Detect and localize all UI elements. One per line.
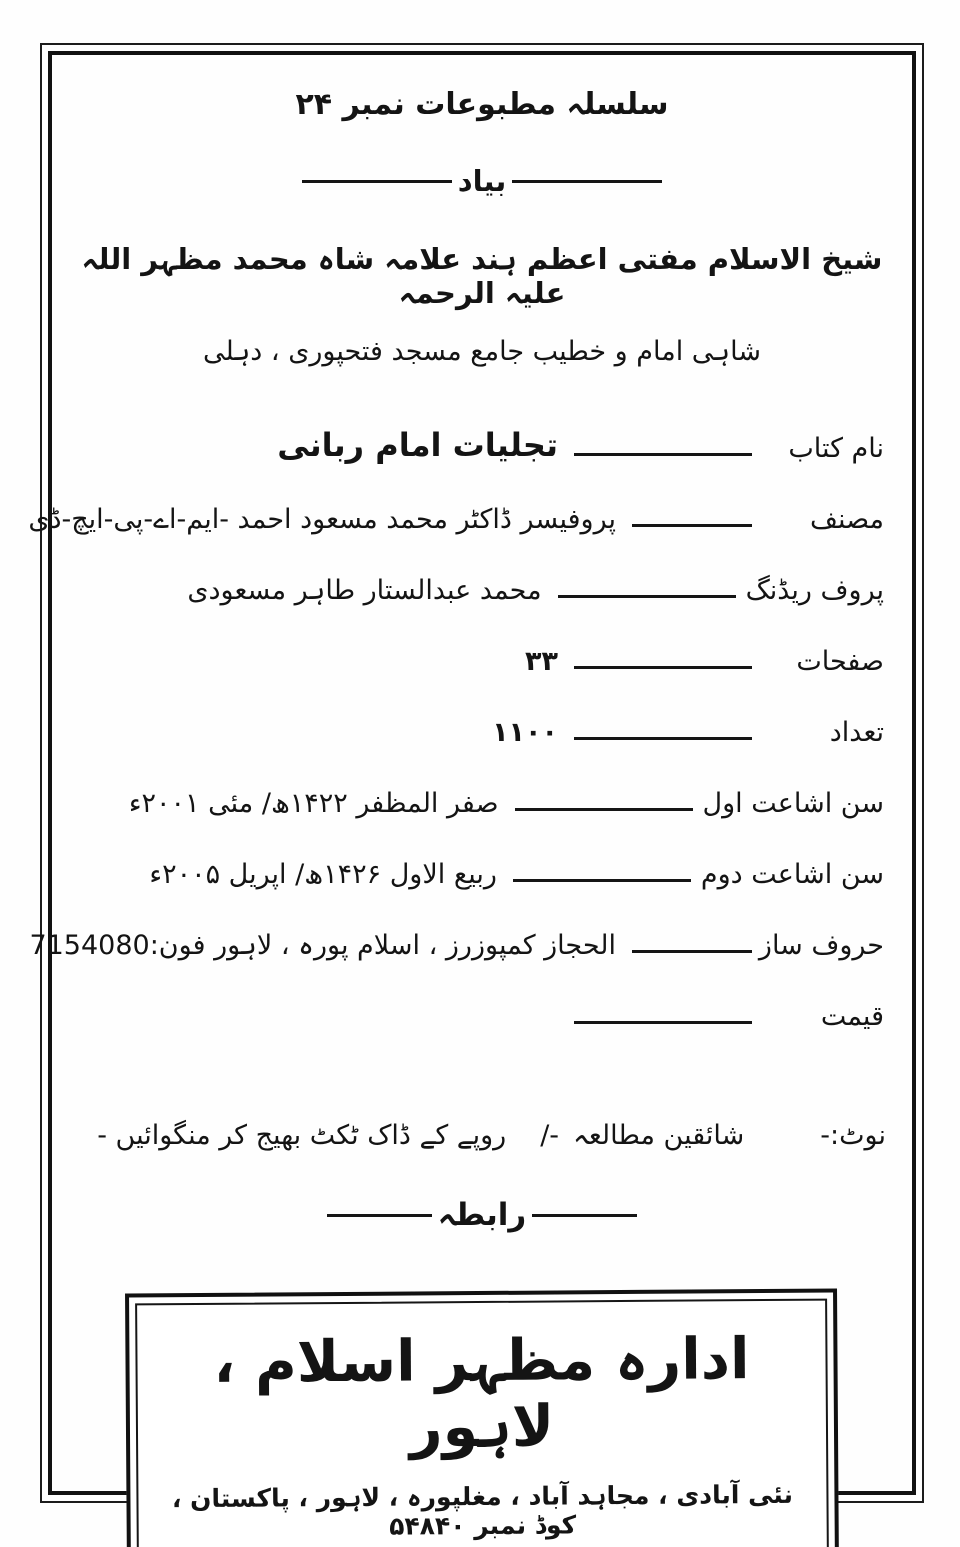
- field-value: صفر المظفر ۱۴۲۲ھ/ مئی ۲۰۰۱ء: [128, 788, 499, 819]
- field-value: پروفیسر ڈاکٹر محمد مسعود احمد -ایم-اے-پی-ایچ-ڈی: [28, 504, 616, 535]
- dash-line: [327, 1214, 432, 1217]
- bibliographic-fields: [28, 397, 912, 1036]
- dedication-role: شاہی امام و خطیب جامع مسجد فتحپوری ، دہلی: [203, 336, 761, 367]
- field-label: صفحات: [796, 646, 884, 677]
- field-label: نام کتاب: [788, 433, 884, 464]
- field-value: ربیع الاول ۱۴۲۶ھ/ اپریل ۲۰۰۵ء: [149, 859, 497, 890]
- page-border-inner: [28, 51, 916, 1541]
- field-value: الحجاز کمپوزرز ، اسلام پورہ ، لاہور فون:7154080: [29, 930, 616, 961]
- field-rule: [632, 524, 752, 527]
- field-rule: [632, 950, 752, 953]
- field-value: محمد عبدالستار طاہر مسعودی: [187, 575, 542, 606]
- page-border-outer: [28, 43, 924, 1541]
- dedication-heading-text: بیاد: [457, 164, 507, 198]
- field-row-quantity: [64, 681, 884, 752]
- dash-line: [302, 180, 452, 183]
- field-label: قیمت: [820, 1001, 884, 1032]
- field-label: سن اشاعت اول: [702, 788, 884, 819]
- dash-line: [512, 180, 662, 183]
- field-rule: [513, 879, 691, 882]
- publisher-box: [125, 1289, 839, 1547]
- publisher-name: ادارہ مظہر اسلام ، لاہور: [213, 1326, 750, 1461]
- series-title: سلسلہ مطبوعات نمبر ۲۴: [295, 87, 669, 122]
- field-label: مصنف: [810, 504, 884, 535]
- field-label: حروف ساز: [758, 930, 884, 961]
- field-rule: [574, 453, 752, 456]
- field-rule: [574, 737, 752, 740]
- field-rule: [515, 808, 693, 811]
- field-row-author: [28, 468, 884, 539]
- field-row-proof-reading: [64, 539, 884, 610]
- field-value: ۱۱۰۰: [492, 717, 558, 748]
- note-instruction-text: روپے کے ڈاک ٹکٹ بھیج کر منگوائیں -: [97, 1120, 507, 1151]
- field-row-book-title: [64, 397, 884, 468]
- dedication-name: شیخ الاسلام مفتی اعظم ہند علامہ شاہ محمد مظہر اللہ علیہ الرحمہ: [81, 242, 883, 310]
- dedication-heading: [52, 164, 912, 198]
- field-rule: [574, 1021, 752, 1024]
- field-row-first-edition: [64, 752, 884, 823]
- note-readers-text: شائقین مطالعہ: [573, 1120, 745, 1151]
- note-row: [52, 1120, 912, 1151]
- field-row-composer: [29, 894, 884, 965]
- contact-heading-text: رابطہ: [437, 1197, 527, 1233]
- note-label: نوٹ:-: [820, 1120, 886, 1151]
- dash-line: [532, 1214, 637, 1217]
- field-label: سن اشاعت دوم: [700, 859, 884, 890]
- field-value: تجلیات امام ربانی: [277, 426, 558, 464]
- field-rule: [558, 595, 736, 598]
- field-rule: [574, 666, 752, 669]
- field-row-pages: [64, 610, 884, 681]
- field-label: تعداد: [829, 717, 884, 748]
- field-row-price: [64, 965, 884, 1036]
- note-amount-blank: -/: [540, 1120, 560, 1151]
- contact-heading: [52, 1197, 912, 1233]
- field-row-second-edition: [64, 823, 884, 894]
- publisher-address: نئی آبادی ، مجاہد آباد ، مغلپورہ ، لاہور ، پاکستان ، کوڈ نمبر ۵۴۸۴۰: [171, 1479, 794, 1541]
- field-value: ۳۳: [525, 646, 558, 677]
- publisher-box-inner: [135, 1299, 829, 1547]
- field-label: پروف ریڈنگ: [745, 575, 884, 606]
